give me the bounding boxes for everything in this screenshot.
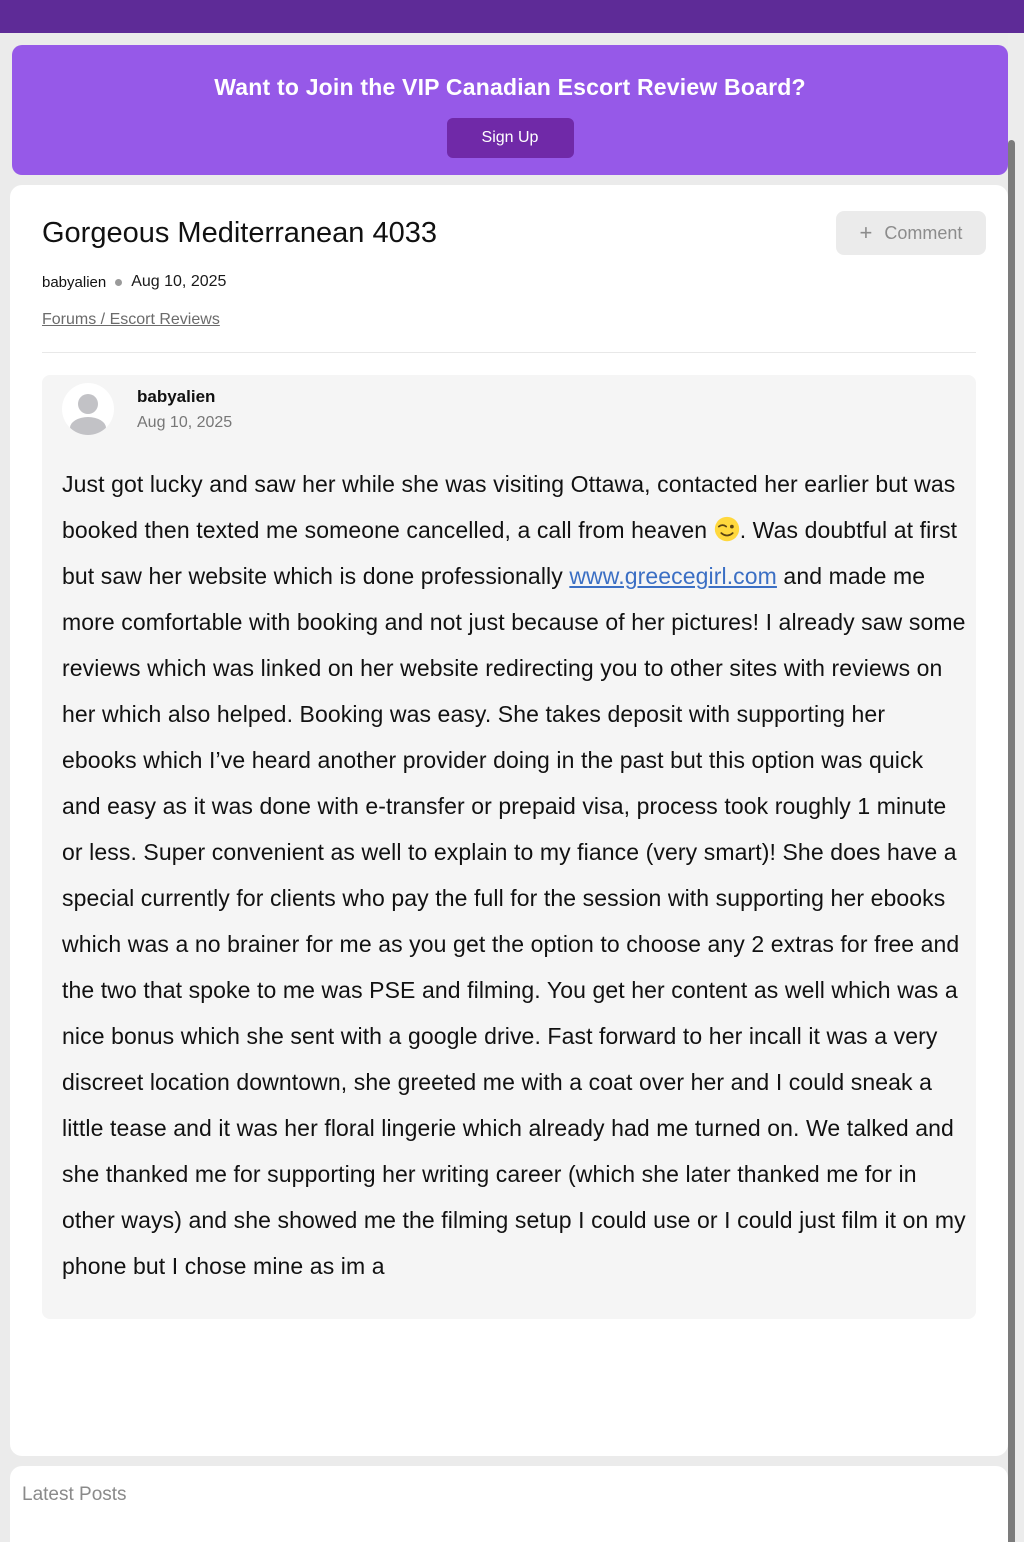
post-text: Just got lucky and saw her while she was visiting Ottawa, contacted her earlier but was booked then texted me someone cancelled, a call from heaven <box>62 471 956 543</box>
winking-face-emoji-icon <box>714 511 740 537</box>
vip-signup-banner <box>12 45 1008 175</box>
post-author[interactable]: babyalien <box>137 386 216 406</box>
sign-up-button[interactable]: Sign Up <box>447 118 574 158</box>
latest-posts-label: Latest Posts <box>22 1484 127 1505</box>
scrollbar-thumb[interactable] <box>1008 140 1015 1542</box>
post <box>42 375 976 1319</box>
thread-date: Aug 10, 2025 <box>131 273 227 290</box>
comment-button[interactable] <box>836 211 986 255</box>
latest-posts-section <box>10 1466 1008 1542</box>
divider <box>42 352 976 353</box>
thread-author: babyalien <box>42 273 107 291</box>
avatar-person-icon <box>78 394 98 414</box>
breadcrumb[interactable]: Forums / Escort Reviews <box>42 311 220 328</box>
post-text: . Was doubtful at first but saw her website which is done professionally <box>62 517 958 589</box>
avatar[interactable] <box>62 383 114 435</box>
avatar-person-icon <box>70 417 106 435</box>
thread-meta <box>32 273 986 291</box>
top-navigation-bar <box>0 0 1024 33</box>
comment-button-label: Comment <box>884 222 963 243</box>
thread-card <box>10 185 1008 1456</box>
post-text: and made me more comfortable with booking and not just because of her pictures! I already saw some reviews which was linked on her website redirecting you to other sites with reviews on her which also helped. Booking was easy. She takes deposit with supporting her ebooks which I’ve heard another provider doing in the past but this option was quick and easy as it was done with e-transfer or prepaid visa, process took roughly 1 minute or less. Super convenient as well to explain to my fiance (very smart)! She does have a special currently for clients who pay the full for the session with supporting her ebooks which was a no brainer for me as you get the option to choose any 2 extras for free and the two that spoke to me was PSE and filming. You get her content as well which was a nice bonus which she sent with a google drive. Fast forward to her incall it was a very discreet location downtown, she greeted me with a coat over her and I could sneak a little tease and it was her floral lingerie which already had me turned on. We talked and she thanked me for supporting her writing career (which she later thanked me for in other ways) and she showed me the filming setup I could use or I could just film it on my phone but I chose mine as im a <box>62 563 966 1279</box>
thread-title-row <box>32 211 986 255</box>
post-website-link[interactable]: www.greecegirl.com <box>569 563 777 589</box>
post-author-block <box>137 387 232 432</box>
banner-heading: Want to Join the VIP Canadian Escort Review Board? <box>214 74 806 100</box>
post-date: Aug 10, 2025 <box>137 413 233 431</box>
page-title: Gorgeous Mediterranean 4033 <box>42 217 437 249</box>
dot-separator-icon <box>115 279 122 286</box>
post-body <box>62 461 966 1289</box>
post-header <box>62 383 956 435</box>
plus-icon: + <box>859 220 873 245</box>
